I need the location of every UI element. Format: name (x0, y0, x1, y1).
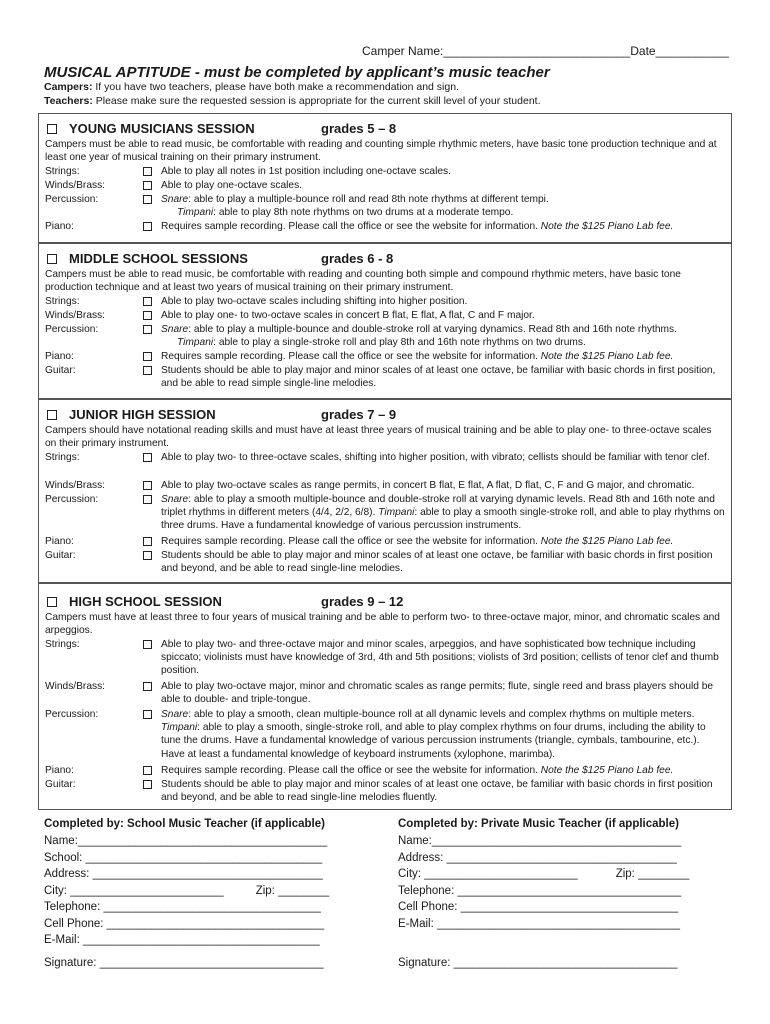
checkbox[interactable] (143, 352, 152, 361)
private-teacher-title: Completed by: Private Music Teacher (if applicable) (398, 818, 679, 830)
middle-row-piano (45, 350, 725, 364)
row-text: Timpani: able to play a single-stroke roll and play 8th and 16th note rhythms on two drums. (177, 337, 586, 348)
row-label: Strings: (45, 452, 80, 463)
row-text: Able to play two- and three-octave major and minor scales, arpeggios, and have sophisticated bow technique including spiccato; violinists must have knowledge of 3rd, 4th and 5th positions; violists of 3rd position; cellists of tenor clef and thumb position. (161, 639, 719, 677)
young-row-percussion (45, 193, 725, 207)
row-label: Percussion: (45, 194, 99, 205)
row-text: Students should be able to play major and minor scales of at least one octave, be familiar with basic chords in first position, and be able to read simple single-line melodies. (161, 365, 716, 390)
checkbox[interactable] (143, 181, 152, 190)
row-label: Piano: (45, 765, 74, 776)
row-text: Snare: able to play a multiple-bounce and double-stroke roll at varying dynamics. Read 8th and 16th note rhythms. (161, 324, 677, 335)
checkbox[interactable] (143, 366, 152, 375)
campers-instruction (44, 81, 459, 93)
row-text: Able to play one- to two-octave scales in concert B flat, E flat, A flat, C and F major. (161, 310, 535, 321)
school-teacher-city-field[interactable]: City: ________________________ (44, 884, 224, 897)
form-title: MUSICAL APTITUDE - must be completed by applicant’s music teacher (44, 64, 550, 81)
checkbox[interactable] (143, 710, 152, 719)
checkbox[interactable] (143, 682, 152, 691)
checkbox[interactable] (143, 481, 152, 490)
row-label: Piano: (45, 536, 74, 547)
row-text: Requires sample recording. Please call the office or see the website for information. Note the $125 Piano Lab fee. (161, 351, 674, 362)
row-label: Winds/Brass: (45, 480, 106, 491)
row-label: Strings: (45, 639, 80, 650)
checkbox[interactable] (143, 495, 152, 504)
row-label: Percussion: (45, 494, 99, 505)
camper-name-date-line[interactable]: Camper Name:____________________________Date___________ (362, 44, 729, 58)
row-label: Winds/Brass: (45, 310, 106, 321)
private-teacher-signature-field[interactable]: Signature: ___________________________________ (398, 956, 678, 969)
private-teacher-address-field[interactable]: Address: ____________________________________ (398, 851, 677, 864)
young-row-timpani (45, 206, 725, 220)
junior-row-guitar (45, 549, 725, 577)
section-young-musicians (38, 113, 732, 243)
checkbox[interactable] (143, 780, 152, 789)
row-text: Able to play all notes in 1st position including one-octave scales. (161, 166, 451, 177)
row-text: Snare: able to play a smooth multiple-bounce and double-stroke roll at varying dynamic levels. Read 8th and 16th note and triplet rhythms in different meters (4/4, 2/2, 6/8). Timpani: able to play a smooth single-stroke roll, and able to play rhythms on three drums. Have a fundamental knowledge of various percussion instruments. (161, 494, 725, 532)
checkbox[interactable] (143, 640, 152, 649)
young-row-strings (45, 165, 725, 179)
school-teacher-zip-field[interactable]: Zip: ________ (255, 884, 330, 897)
private-teacher-block (398, 818, 728, 971)
row-text: Able to play two-octave major, minor and chromatic scales as range permits; flute, single reed and brass players should be able to double- and triple-tongue. (161, 681, 714, 706)
row-label: Strings: (45, 296, 80, 307)
teachers-text: Please make sure the requested session is appropriate for the current skill level of your student. (92, 95, 541, 107)
high-row-percussion (45, 708, 725, 764)
checkbox[interactable] (143, 551, 152, 560)
middle-row-timpani (45, 336, 725, 350)
school-teacher-block (44, 818, 364, 971)
row-text: Able to play one-octave scales. (161, 180, 303, 191)
section-high-header[interactable] (47, 594, 222, 609)
row-text: Able to play two-octave scales including shifting into higher position. (161, 296, 468, 307)
checkbox[interactable] (143, 537, 152, 546)
junior-checkbox[interactable] (47, 410, 57, 420)
school-teacher-title: Completed by: School Music Teacher (if applicable) (44, 818, 325, 830)
row-label: Winds/Brass: (45, 681, 106, 692)
checkbox[interactable] (143, 195, 152, 204)
young-row-piano (45, 220, 725, 234)
school-teacher-address-field[interactable]: Address: ____________________________________ (44, 868, 323, 880)
middle-grades: grades 6 - 8 (321, 251, 394, 266)
row-label: Percussion: (45, 324, 99, 335)
middle-checkbox[interactable] (47, 254, 57, 264)
private-teacher-name-field[interactable]: Name:_______________________________________ (398, 835, 682, 847)
junior-session-name: JUNIOR HIGH SESSION (69, 407, 216, 422)
row-text: Students should be able to play major and minor scales of at least one octave, be familiar with basic chords in first position and beyond, and be able to read single-line melodies. (161, 550, 713, 575)
private-teacher-email-field[interactable]: E-Mail: ______________________________________ (398, 917, 681, 930)
high-row-piano (45, 764, 725, 778)
checkbox[interactable] (143, 766, 152, 775)
junior-description: Campers should have notational reading skills and must have at least three years of musical training and be able to play one- to three-octave scales on their primary instrument. (45, 425, 712, 450)
row-text: Able to play two-octave scales as range permits, in concert B flat, E flat, A flat, D flat, C, F and G major, and chromatic. (161, 480, 695, 491)
school-teacher-signature-field[interactable]: Signature: ___________________________________ (44, 956, 324, 969)
checkbox[interactable] (143, 325, 152, 334)
row-text: Snare: able to play a multiple-bounce roll and read 8th note rhythms at different tempi. (161, 194, 549, 205)
private-teacher-telephone-field[interactable]: Telephone: ___________________________________ (398, 884, 682, 897)
checkbox[interactable] (143, 297, 152, 306)
row-label: Guitar: (45, 779, 76, 790)
teachers-label: Teachers: (44, 95, 93, 107)
young-session-name: YOUNG MUSICIANS SESSION (69, 121, 255, 136)
row-label: Piano: (45, 221, 74, 232)
row-label: Piano: (45, 351, 74, 362)
high-row-winds (45, 680, 725, 708)
row-label: Guitar: (45, 365, 76, 376)
checkbox[interactable] (143, 167, 152, 176)
school-teacher-school-field[interactable]: School: _____________________________________ (44, 851, 323, 864)
high-checkbox[interactable] (47, 597, 57, 607)
young-row-winds (45, 179, 725, 193)
school-teacher-email-field[interactable]: E-Mail: _____________________________________ (44, 934, 320, 946)
row-label: Percussion: (45, 709, 99, 720)
high-session-name: HIGH SCHOOL SESSION (69, 594, 222, 609)
school-teacher-name-field[interactable]: Name:_______________________________________ (44, 835, 328, 847)
row-label: Strings: (45, 166, 80, 177)
row-text: Able to play two- to three-octave scales, shifting into higher position, with vibrato; cellists should be familiar with tenor clef. (161, 452, 710, 463)
middle-row-guitar (45, 364, 725, 392)
school-teacher-cell-field[interactable]: Cell Phone: __________________________________ (44, 917, 325, 930)
young-checkbox[interactable] (47, 124, 57, 134)
school-teacher-telephone-field[interactable]: Telephone: __________________________________ (44, 901, 321, 913)
row-text: Timpani: able to play 8th note rhythms on two drums at a moderate tempo. (177, 207, 514, 218)
campers-text: If you have two teachers, please have both make a recommendation and sign. (92, 81, 459, 93)
junior-row-percussion (45, 493, 725, 535)
row-text: Requires sample recording. Please call the office or see the website for information. Note the $125 Piano Lab fee. (161, 536, 674, 547)
row-label: Winds/Brass: (45, 180, 106, 191)
high-row-strings (45, 638, 725, 680)
middle-description: Campers must be able to read music, be comfortable with reading and counting both simple and compound rhythmic meters, have basic tone production technique and at least two years of musical training on their primary instrument. (45, 269, 681, 294)
teachers-instruction (44, 95, 541, 107)
section-junior-header[interactable] (47, 407, 216, 422)
private-teacher-city-field[interactable]: City: ________________________ (398, 868, 578, 880)
high-grades: grades 9 – 12 (321, 594, 404, 609)
middle-session-name: MIDDLE SCHOOL SESSIONS (69, 251, 248, 266)
high-description: Campers must have at least three to four years of musical training and be able to perform two- to three-octave major, minor, and chromatic scales and arpeggios. (45, 612, 720, 637)
row-text: Requires sample recording. Please call the office or see the website for information. Note the $125 Piano Lab fee. (161, 221, 674, 232)
school-teacher-city-zip-row (44, 883, 364, 900)
private-teacher-city-zip-row (398, 866, 728, 883)
young-grades: grades 5 – 8 (321, 121, 397, 136)
junior-grades: grades 7 – 9 (321, 407, 397, 422)
private-teacher-cell-field[interactable]: Cell Phone: __________________________________ (398, 901, 679, 913)
section-junior-high (38, 399, 732, 583)
campers-label: Campers: (44, 81, 93, 93)
row-text: Requires sample recording. Please call the office or see the website for information. Note the $125 Piano Lab fee. (161, 765, 674, 776)
checkbox[interactable] (143, 222, 152, 231)
middle-row-percussion (45, 323, 725, 337)
section-middle-school (38, 243, 732, 399)
junior-row-piano (45, 535, 725, 549)
section-middle-header[interactable] (47, 251, 248, 266)
junior-row-strings (45, 451, 725, 479)
row-text: Snare: able to play a smooth, clean multiple-bounce roll at all dynamic levels and complex rhythms on multiple meters. Timpani: able to play a smooth, single-stroke roll, and able to play complex rhythms on four drums, including the ability to tune the drums. Have a fundamental knowledge of various percussion instruments (triangle, cymbals, tambourine, etc.). Have at least a fundamental knowledge of keyboard instruments (xylophone, marimba). (161, 709, 706, 760)
junior-row-winds (45, 479, 725, 493)
young-description: Campers must be able to read music, be comfortable with reading and counting simple rhythmic meters, have basic tone production technique and at least one year of musical training on their primary instrument. (45, 139, 717, 164)
row-label: Guitar: (45, 550, 76, 561)
high-row-guitar (45, 778, 725, 806)
checkbox[interactable] (143, 311, 152, 320)
checkbox[interactable] (143, 453, 152, 462)
row-text: Students should be able to play major and minor scales of at least one octave, be familiar with basic chords in first position and beyond, and be able to read single-line melodies fluently. (161, 779, 713, 804)
section-young-header[interactable] (47, 121, 255, 136)
middle-row-winds (45, 309, 725, 323)
middle-row-strings (45, 295, 725, 309)
section-high-school (38, 583, 732, 810)
private-teacher-zip-field[interactable]: Zip: ________ (615, 868, 690, 880)
